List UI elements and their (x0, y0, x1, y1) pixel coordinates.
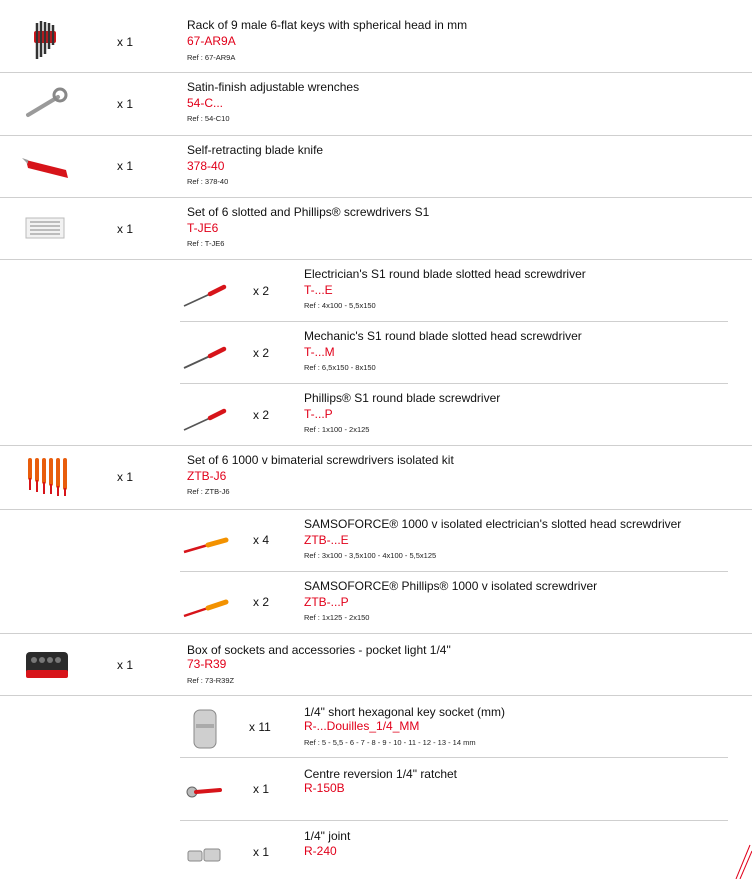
item-code[interactable]: T-...E (304, 283, 333, 297)
item-title: SAMSOFORCE® Phillips® 1000 v isolated screwdriver (304, 579, 598, 593)
list-item (0, 446, 752, 508)
item-code[interactable]: ZTB-...P (304, 595, 349, 609)
list-item (0, 634, 752, 696)
item-ref: Ref : 1x125 - 2x150 (304, 613, 370, 622)
item-ref: Ref : 5 - 5,5 - 6 - 7 - 8 - 9 - 10 - 11 - 12 - 13 - 14 mm (304, 738, 476, 747)
joint-icon (180, 831, 230, 875)
quantity: x 1 (253, 782, 270, 796)
item-code[interactable]: 378-40 (187, 159, 225, 173)
socket-box-icon (22, 644, 72, 688)
item-title: Set of 6 1000 v bimaterial screwdrivers isolated kit (187, 453, 454, 467)
item-title: Phillips® S1 round blade screwdriver (304, 391, 501, 405)
item-title: Box of sockets and accessories - pocket light 1/4" (187, 643, 451, 657)
quantity: x 1 (117, 97, 134, 111)
list-item (0, 11, 752, 73)
item-code[interactable]: R-150B (304, 781, 345, 795)
quantity: x 1 (253, 845, 270, 859)
item-code[interactable]: T-...M (304, 345, 335, 359)
item-ref: Ref : 6,5x150 - 8x150 (304, 363, 376, 372)
quantity: x 1 (117, 658, 134, 672)
item-title: Set of 6 slotted and Phillips® screwdrivers S1 (187, 205, 430, 219)
quantity: x 4 (253, 533, 270, 547)
item-ref: Ref : ZTB-J6 (187, 487, 230, 496)
hex-key-rack-icon (20, 19, 70, 63)
list-item (0, 510, 752, 572)
item-ref: Ref : 1x100 - 2x125 (304, 425, 370, 434)
item-code[interactable]: R-...Douilles_1/4_MM (304, 719, 420, 733)
item-ref: Ref : 54-C10 (187, 114, 230, 123)
item-title: 1/4" short hexagonal key socket (mm) (304, 705, 506, 719)
item-title: Satin-finish adjustable wrenches (187, 80, 360, 94)
item-title: Centre reversion 1/4" ratchet (304, 767, 457, 781)
item-ref: Ref : T-JE6 (187, 239, 225, 248)
adjustable-wrench-icon (20, 81, 70, 125)
socket-icon (180, 706, 230, 750)
list-item (0, 73, 752, 135)
item-ref: Ref : 73-R39Z (187, 676, 235, 685)
list-item (0, 696, 752, 758)
quantity: x 2 (253, 595, 270, 609)
list-item (0, 260, 752, 322)
item-code[interactable]: R-240 (304, 844, 337, 858)
quantity: x 1 (117, 222, 134, 236)
item-title: Self-retracting blade knife (187, 143, 324, 157)
list-item (0, 821, 752, 883)
quantity: x 2 (253, 346, 270, 360)
insulated-screwdriver-icon (180, 520, 230, 564)
list-item (0, 572, 752, 634)
quantity: x 1 (117, 35, 134, 49)
blade-knife-icon (22, 144, 72, 188)
item-code[interactable]: T-...P (304, 407, 333, 421)
item-title: Electrician's S1 round blade slotted head screwdriver (304, 267, 586, 281)
quantity: x 1 (117, 159, 134, 173)
insulated-screwdriver-set-icon (22, 454, 72, 498)
list-item (0, 384, 752, 446)
item-ref: Ref : 4x100 - 5,5x150 (304, 301, 376, 310)
item-code[interactable]: ZTB-...E (304, 533, 349, 547)
ratchet-icon (180, 768, 230, 812)
screwdriver-icon (180, 332, 230, 376)
list-item (0, 758, 752, 820)
screwdriver-set-box-icon (20, 206, 70, 250)
screwdriver-icon (180, 270, 230, 314)
item-ref: Ref : 67-AR9A (187, 53, 236, 62)
item-code[interactable]: 67-AR9A (187, 34, 236, 48)
quantity: x 11 (249, 720, 271, 734)
screwdriver-icon (180, 394, 230, 438)
item-title: SAMSOFORCE® 1000 v isolated electrician's slotted head screwdriver (304, 517, 682, 531)
list-item (0, 136, 752, 198)
list-item (0, 322, 752, 384)
item-ref: Ref : 3x100 - 3,5x100 - 4x100 - 5,5x125 (304, 551, 437, 560)
quantity: x 2 (253, 284, 270, 298)
item-code[interactable]: 73-R39 (187, 657, 227, 671)
insulated-screwdriver-icon (180, 582, 230, 626)
item-title: Mechanic's S1 round blade slotted head screwdriver (304, 329, 582, 343)
corner-decoration-icon (732, 839, 752, 879)
item-code[interactable]: ZTB-J6 (187, 469, 227, 483)
item-title: Rack of 9 male 6-flat keys with spherical head in mm (187, 18, 468, 32)
list-item (0, 198, 752, 260)
quantity: x 1 (117, 470, 134, 484)
item-title: 1/4" joint (304, 829, 351, 843)
item-code[interactable]: T-JE6 (187, 221, 219, 235)
quantity: x 2 (253, 408, 270, 422)
item-ref: Ref : 378-40 (187, 177, 229, 186)
item-code[interactable]: 54-C... (187, 96, 224, 110)
